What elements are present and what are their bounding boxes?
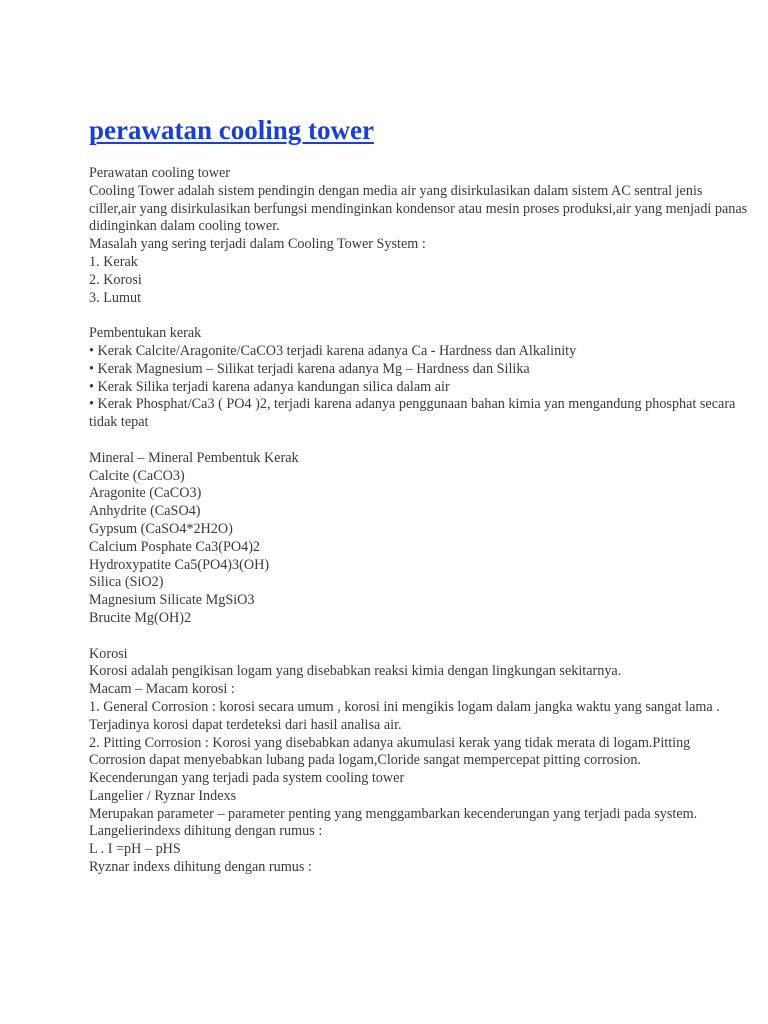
page-title-link[interactable]: perawatan cooling tower (89, 115, 374, 145)
bullet-item: • Kerak Silika terjadi karena adanya kandungan silica dalam air (89, 378, 450, 395)
mineral-section (89, 450, 749, 628)
document-body (89, 112, 749, 877)
spacer (89, 628, 749, 646)
korosi-heading: Korosi (89, 645, 128, 662)
ryznar-formula-label: Ryznar indexs dihitung dengan rumus : (89, 859, 312, 876)
list-item: Calcium Posphate Ca3(PO4)2 (89, 538, 261, 555)
list-item: Anhydrite (CaSO4) (89, 503, 201, 520)
list-item: Silica (SiO2) (89, 574, 164, 591)
langelier-formula: L . I =pH – pHS (89, 841, 181, 858)
tendency-heading: Kecenderungan yang terjadi pada system cooling tower (89, 770, 405, 787)
korosi-definition: Korosi adalah pengikisan logam yang disebabkan reaksi kimia dengan lingkungan sekitarnya. (89, 663, 622, 680)
korosi-types-heading: Macam – Macam korosi : (89, 681, 235, 698)
intro-paragraph: Cooling Tower adalah sistem pendingin dengan media air yang disirkulasikan dalam sistem AC sentral jenis ciller,air yang disirkulasikan berfungsi mendinginkan kondensor atau mesin proses produksi,air yang menjadi panas didinginkan dalam cooling tower. (89, 182, 748, 235)
list-item: Hydroxypatite Ca5(PO4)3(OH) (89, 556, 270, 573)
index-heading: Langelier / Ryznar Indexs (89, 787, 237, 804)
kerak-heading: Pembentukan kerak (89, 325, 202, 342)
list-item: Brucite Mg(OH)2 (89, 609, 192, 626)
problems-heading: Masalah yang sering terjadi dalam Cooling Tower System : (89, 236, 426, 253)
intro-heading: Perawatan cooling tower (89, 165, 231, 181)
spacer (89, 432, 749, 450)
kerak-section (89, 325, 749, 432)
spacer (89, 307, 749, 325)
list-item: 3. Lumut (89, 289, 142, 306)
list-item: 2. Pitting Corrosion : Korosi yang disebabkan adanya akumulasi kerak yang tidak merata di logam.Pitting Corrosion dapat menyebabkan lubang pada logam,Cloride sangat mempercepat pitting corrosion. (89, 734, 691, 769)
langelier-formula-label: Langelierindexs dihitung dengan rumus : (89, 823, 323, 840)
list-item: Gypsum (CaSO4*2H2O) (89, 520, 233, 537)
list-item: Aragonite (CaCO3) (89, 485, 202, 502)
list-item: Magnesium Silicate MgSiO3 (89, 592, 255, 609)
list-item: 2. Korosi (89, 271, 142, 288)
list-item: 1. General Corrosion : korosi secara umum , korosi ini mengikis logam dalam jangka waktu yang sangat lama . Terjadinya korosi dapat terdeteksi dari hasil analisa air. (89, 698, 720, 733)
list-item: 1. Kerak (89, 253, 138, 270)
mineral-heading: Mineral – Mineral Pembentuk Kerak (89, 449, 299, 466)
korosi-section (89, 646, 749, 877)
intro-section (89, 165, 749, 307)
list-item: Calcite (CaCO3) (89, 467, 185, 484)
bullet-item: • Kerak Phosphat/Ca3 ( PO4 )2, terjadi karena adanya penggunaan bahan kimia yan mengandung phosphat secara tidak tepat (89, 396, 736, 431)
bullet-item: • Kerak Calcite/Aragonite/CaCO3 terjadi karena adanya Ca - Hardness dan Alkalinity (89, 342, 577, 359)
index-description: Merupakan parameter – parameter penting yang menggambarkan kecenderungan yang terjadi pada system. (89, 805, 698, 822)
bullet-item: • Kerak Magnesium – Silikat terjadi karena adanya Mg – Hardness dan Silika (89, 360, 530, 377)
